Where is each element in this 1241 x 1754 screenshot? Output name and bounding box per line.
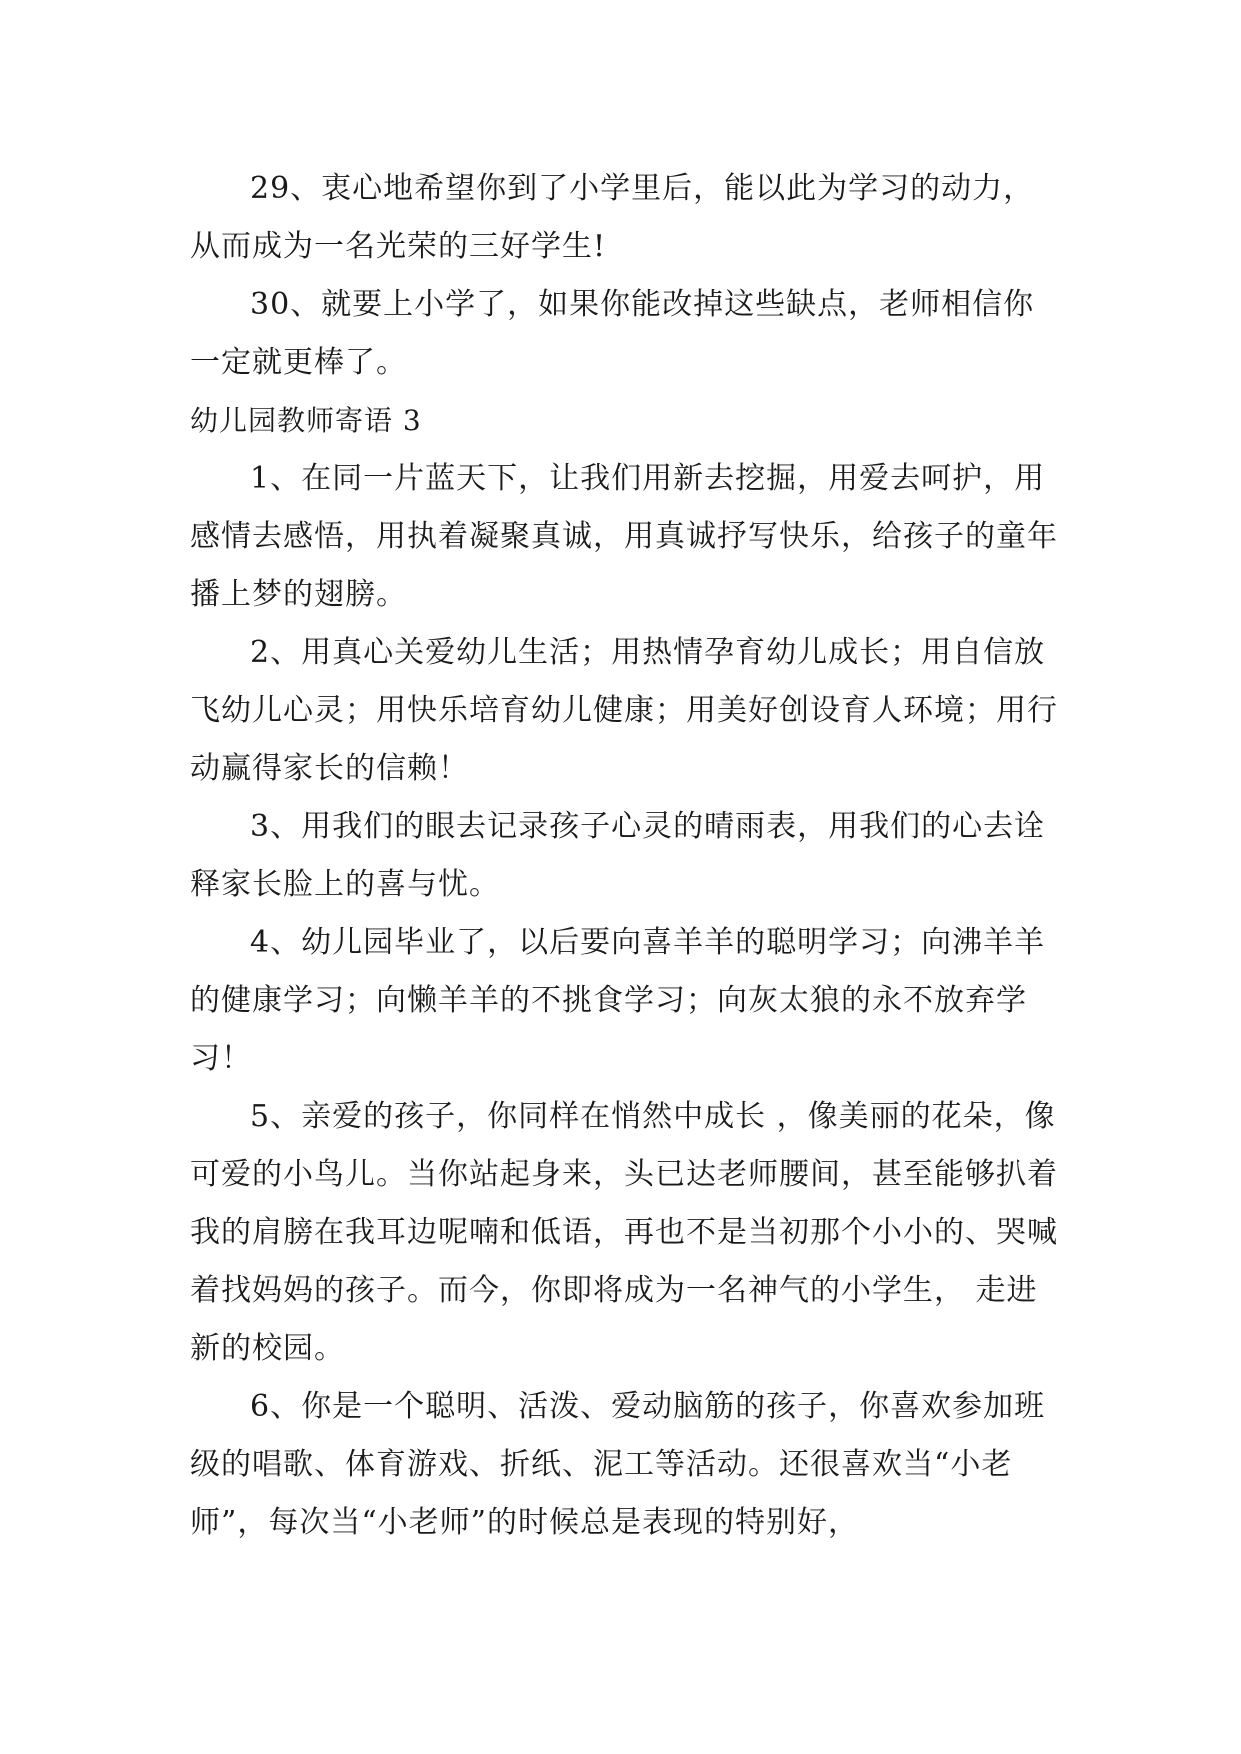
paragraph-30: 30、就要上小学了，如果你能改掉这些缺点，老师相信你一定就更棒了。 xyxy=(190,287,1035,380)
paragraph-2: 2、用真心关爱幼儿生活；用热情孕育幼儿成长；用自信放飞幼儿心灵；用快乐培育幼儿健康；用美好创设育人环境；用行动赢得家长的信赖！ xyxy=(190,635,1058,786)
paragraph-3: 3、用我们的眼去记录孩子心灵的晴雨表，用我们的心去诠释家长脸上的喜与忧。 xyxy=(190,809,1046,902)
paragraph-5: 5、亲爱的孩子，你同样在悄然中成长 ，像美丽的花朵，像可爱的小鸟儿。当你站起身来，头已达老师腰间，甚至能够扒着我的肩膀在我耳边呢喃和低语，再也不是当初那个小小的、哭喊着找妈妈的孩子。而今，你即将成为一名神气的小学生， 走进新的校园。 xyxy=(190,1099,1058,1366)
document-page xyxy=(190,160,1060,1552)
paragraph-1: 1、在同一片蓝天下，让我们用新去挖掘，用爱去呵护，用感情去感悟，用执着凝聚真诚，用真诚抒写快乐，给孩子的童年播上梦的翅膀。 xyxy=(190,461,1058,612)
paragraph-4: 4、幼儿园毕业了，以后要向喜羊羊的聪明学习；向沸羊羊的健康学习；向懒羊羊的不挑食学习；向灰太狼的永不放弃学习！ xyxy=(190,925,1046,1076)
paragraph-6: 6、你是一个聪明、活泼、爱动脑筋的孩子，你喜欢参加班级的唱歌、体育游戏、折纸、泥工等活动。还很喜欢当“小老师”，每次当“小老师”的时候总是表现的特别好， xyxy=(190,1389,1046,1540)
section-heading: 幼儿园教师寄语 3 xyxy=(190,404,422,437)
paragraph-29: 29、衷心地希望你到了小学里后，能以此为学习的动力，从而成为一名光荣的三好学生! xyxy=(190,171,1035,264)
